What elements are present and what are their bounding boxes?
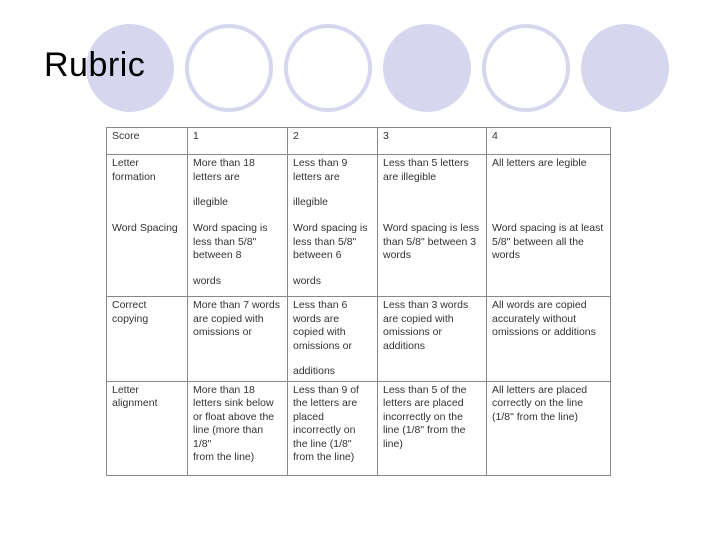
header-row [107, 128, 611, 155]
cell-text: More than 18 letters sink below or float above the line (more than 1/8" [193, 383, 275, 450]
header-cell-score: Score [107, 128, 188, 155]
table-row [107, 381, 611, 475]
cell-text-tail: from the line) [193, 451, 255, 463]
cell-text: All words are copied accurately without omissions or additions [492, 299, 596, 338]
rubric-table [106, 127, 611, 476]
score-cell [378, 297, 487, 382]
decorative-circle-4 [383, 24, 471, 112]
header-cell-3: 3 [378, 128, 487, 155]
cell-text-tail: words [293, 274, 322, 287]
cell-text-tail: words [193, 274, 222, 287]
slide-title: Rubric [44, 46, 146, 84]
score-cell [288, 220, 378, 297]
cell-text: More than 7 words are copied with omissions or [193, 299, 280, 338]
criterion-cell: Letter formation [107, 155, 188, 221]
score-cell [378, 220, 487, 297]
score-cell [288, 297, 378, 382]
cell-text: Word spacing is less than 5/8" between 6 [293, 222, 368, 261]
cell-text: All letters are placed correctly on the line (1/8" from the line) [492, 383, 588, 423]
score-cell [487, 297, 611, 382]
score-cell [487, 381, 611, 475]
decorative-circle-2 [185, 24, 273, 112]
cell-text: Less than 9 letters are [293, 157, 348, 183]
cell-text: Less than 9 of the letters are placed incorrectly on the line (1/8" [293, 383, 359, 450]
criterion-cell: Letter alignment [107, 381, 188, 475]
cell-text: Word spacing is less than 5/8" between 3 words [383, 222, 480, 261]
criterion-cell: Correct copying [107, 297, 188, 382]
score-cell [487, 155, 611, 221]
cell-text: Word spacing is at least 5/8" between all the words [492, 222, 604, 261]
score-cell [487, 220, 611, 297]
score-cell [378, 381, 487, 475]
cell-text-tail: additions [293, 365, 336, 377]
decorative-circle-3 [284, 24, 372, 112]
cell-text-tail: from the line) [293, 451, 355, 463]
cell-text: Less than 5 of the letters are placed incorrectly on the line (1/8" from the line) [383, 383, 467, 450]
header-cell-1: 1 [188, 128, 288, 155]
cell-text-tail: illegible [293, 196, 329, 208]
header-cell-4: 4 [487, 128, 611, 155]
score-cell [188, 155, 288, 221]
score-cell [288, 381, 378, 475]
table-row [107, 297, 611, 382]
score-cell [378, 155, 487, 221]
cell-text: Less than 6 words are copied with omissions or [293, 299, 352, 352]
score-cell [288, 155, 378, 221]
score-cell [188, 220, 288, 297]
score-cell [188, 381, 288, 475]
cell-text: All letters are legible [492, 157, 587, 169]
cell-text-tail: illegible [193, 196, 229, 208]
cell-text: Less than 3 words are copied with omissions or additions [383, 299, 469, 352]
cell-text: Less than 5 letters are illegible [383, 157, 469, 183]
cell-text: More than 18 letters are [193, 157, 255, 183]
cell-text: Word spacing is less than 5/8" between 8 [193, 222, 268, 261]
score-cell [188, 297, 288, 382]
decorative-circle-5 [482, 24, 570, 112]
table-row [107, 155, 611, 221]
header-cell-2: 2 [288, 128, 378, 155]
table-row [107, 220, 611, 297]
criterion-cell: Word Spacing [107, 220, 188, 297]
decorative-circle-6 [581, 24, 669, 112]
